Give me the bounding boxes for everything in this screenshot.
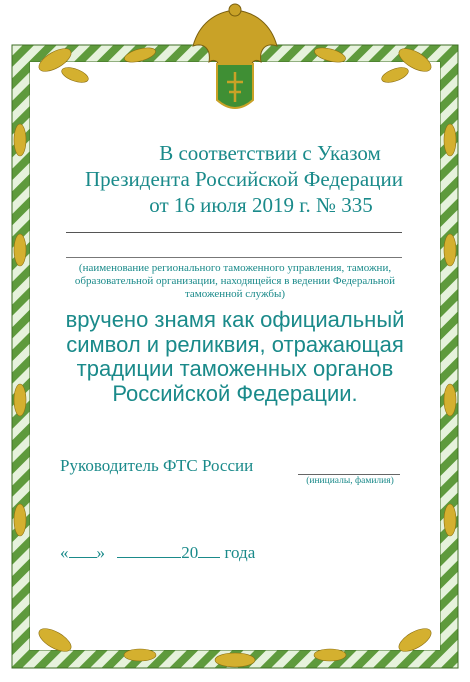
- year-blank: [198, 542, 220, 558]
- open-quote: «: [60, 543, 69, 562]
- double-headed-eagle-emblem: [185, 2, 285, 120]
- award-text: [60, 308, 410, 406]
- organization-name-line-2: [66, 257, 402, 258]
- organization-name-line: [66, 232, 402, 233]
- organization-caption: (наименование регионального таможенного управления, таможни, образовательной организации, находящейся в ведении Федеральной таможенной службы): [74, 262, 396, 300]
- close-quote: »: [96, 543, 105, 562]
- day-blank: [69, 542, 97, 558]
- year-prefix: 20: [181, 543, 199, 562]
- decree-line-1: В соответствии с Указом: [159, 141, 381, 165]
- decree-line-2: Президента Российской Федерации: [85, 167, 403, 191]
- year-word: года: [224, 543, 256, 562]
- award-line-3: традиции таможенных органов: [76, 356, 394, 381]
- head-label: Руководитель ФТС России: [60, 456, 254, 475]
- decree-reference: [0, 140, 470, 218]
- decree-line-3: от 16 июля 2019 г. № 335: [149, 193, 373, 217]
- award-line-4: Российской Федерации.: [112, 380, 358, 406]
- signature-caption: (инициалы, фамилия): [306, 476, 394, 486]
- date-line: [60, 542, 255, 563]
- month-blank: [117, 542, 181, 558]
- award-line-2: символ и реликвия, отражающая: [66, 331, 404, 357]
- award-line-1: вручено знамя как официальный: [65, 307, 405, 332]
- signature-line: [298, 474, 400, 475]
